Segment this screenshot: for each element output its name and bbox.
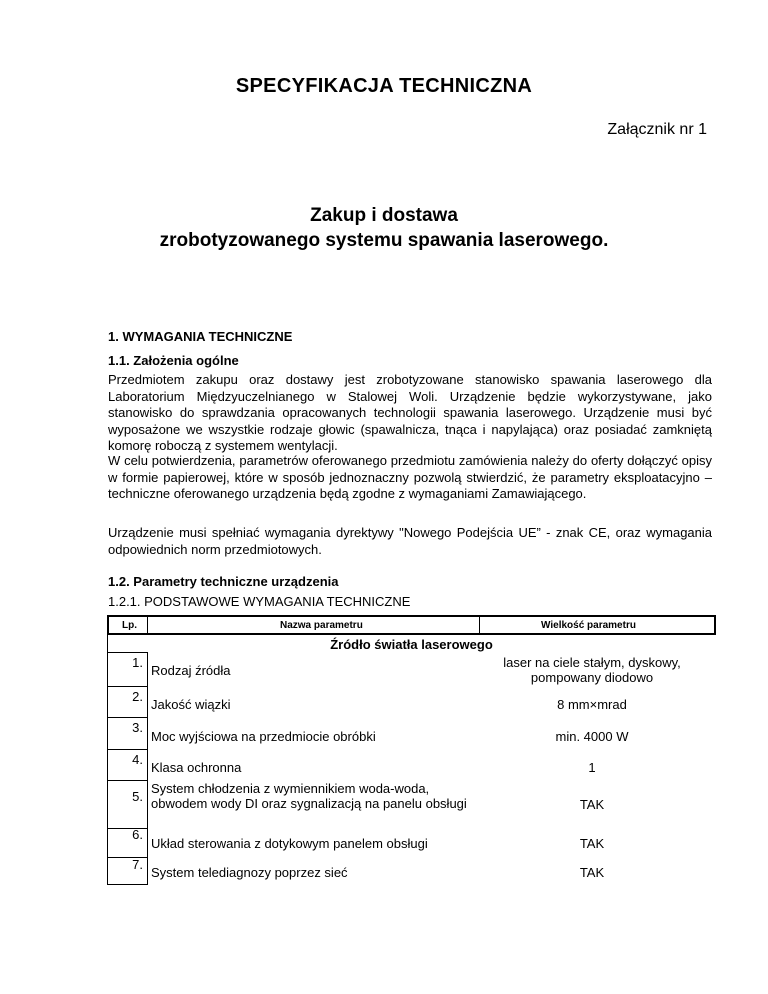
paragraph-1: Przedmiotem zakupu oraz dostawy jest zrobotyzowane stanowisko spawania laserowego dla Laboratorium Międzyuczelnianego w Stalowej Woli. Urządzenie będzie wykorzystywane, jako stanowisko do sprawdzania opracowanych technologii spawania laserowego. Urządzenie musi być wyposażone we wszystkie rodzaje głowic (spawalnicza, tnąca i napylająca) oraz posiadać zamkniętą komorę roboczą z systemem wentylacji. <box>108 372 712 453</box>
subject-line-2: zrobotyzowanego systemu spawania laserowego. <box>159 230 609 251</box>
section-1-1-heading: 1.1. Założenia ogólne <box>108 353 239 368</box>
row-3-value: min. 4000 W <box>555 729 629 744</box>
header-lp: Lp. <box>122 620 137 631</box>
row-3-name: Moc wyjściowa na przedmiocie obróbki <box>151 729 376 744</box>
row-1-name: Rodzaj źródła <box>151 663 231 678</box>
row-6-lp: 6. <box>132 827 143 842</box>
row-7-lp: 7. <box>132 857 143 872</box>
annex-label: Załącznik nr 1 <box>607 121 707 138</box>
header-name: Nazwa parametru <box>280 620 363 631</box>
row-2-name: Jakość wiązki <box>151 697 231 712</box>
row-2-value: 8 mm×mrad <box>557 697 627 712</box>
section-1-2-1-heading: 1.2.1. PODSTAWOWE WYMAGANIA TECHNICZNE <box>108 594 411 609</box>
document-title: SPECYFIKACJA TECHNICZNA <box>235 75 533 97</box>
row-6-value: TAK <box>579 836 605 851</box>
table-section-title: Źródło światła laserowego <box>330 637 493 652</box>
subject-line-1: Zakup i dostawa <box>310 205 458 226</box>
row-4-lp: 4. <box>132 752 143 767</box>
section-1-heading: 1. WYMAGANIA TECHNICZNE <box>108 329 293 344</box>
row-2-lp: 2. <box>132 689 143 704</box>
row-4-value: 1 <box>588 760 596 775</box>
row-4-name: Klasa ochronna <box>151 760 242 775</box>
row-1-value: laser na ciele stałym, dyskowy, pompowany diodowo <box>503 655 681 685</box>
spec-table <box>107 615 716 885</box>
row-7-name: System telediagnozy poprzez sieć <box>151 865 348 880</box>
row-5-name: System chłodzenia z wymiennikiem woda-woda, obwodem wody DI oraz sygnalizacją na panelu obsługi <box>151 781 467 811</box>
table-header <box>107 615 716 635</box>
row-5-lp: 5. <box>132 789 143 804</box>
row-6-name: Układ sterowania z dotykowym panelem obsługi <box>151 836 428 851</box>
subject-title <box>0 203 768 253</box>
row-5-value: TAK <box>579 797 605 812</box>
row-7-value: TAK <box>579 865 605 880</box>
row-1-lp: 1. <box>132 655 143 670</box>
header-value: Wielkość parametru <box>541 620 636 631</box>
section-1-2-heading: 1.2. Parametry techniczne urządzenia <box>108 574 339 589</box>
row-3-lp: 3. <box>132 720 143 735</box>
paragraph-2: W celu potwierdzenia, parametrów oferowanego przedmiotu zamówienia należy do oferty dołączyć opisy w formie papierowej, które w sposób jednoznaczny pozwolą stwierdzić, że parametry eksploatacyjno – techniczne oferowanego urządzenia będą zgodne z wymaganiami Zamawiającego. <box>108 453 712 501</box>
paragraph-3: Urządzenie musi spełniać wymagania dyrektywy "Nowego Podejścia UE” - znak CE, oraz wymagania odpowiednich norm przedmiotowych. <box>108 525 712 557</box>
